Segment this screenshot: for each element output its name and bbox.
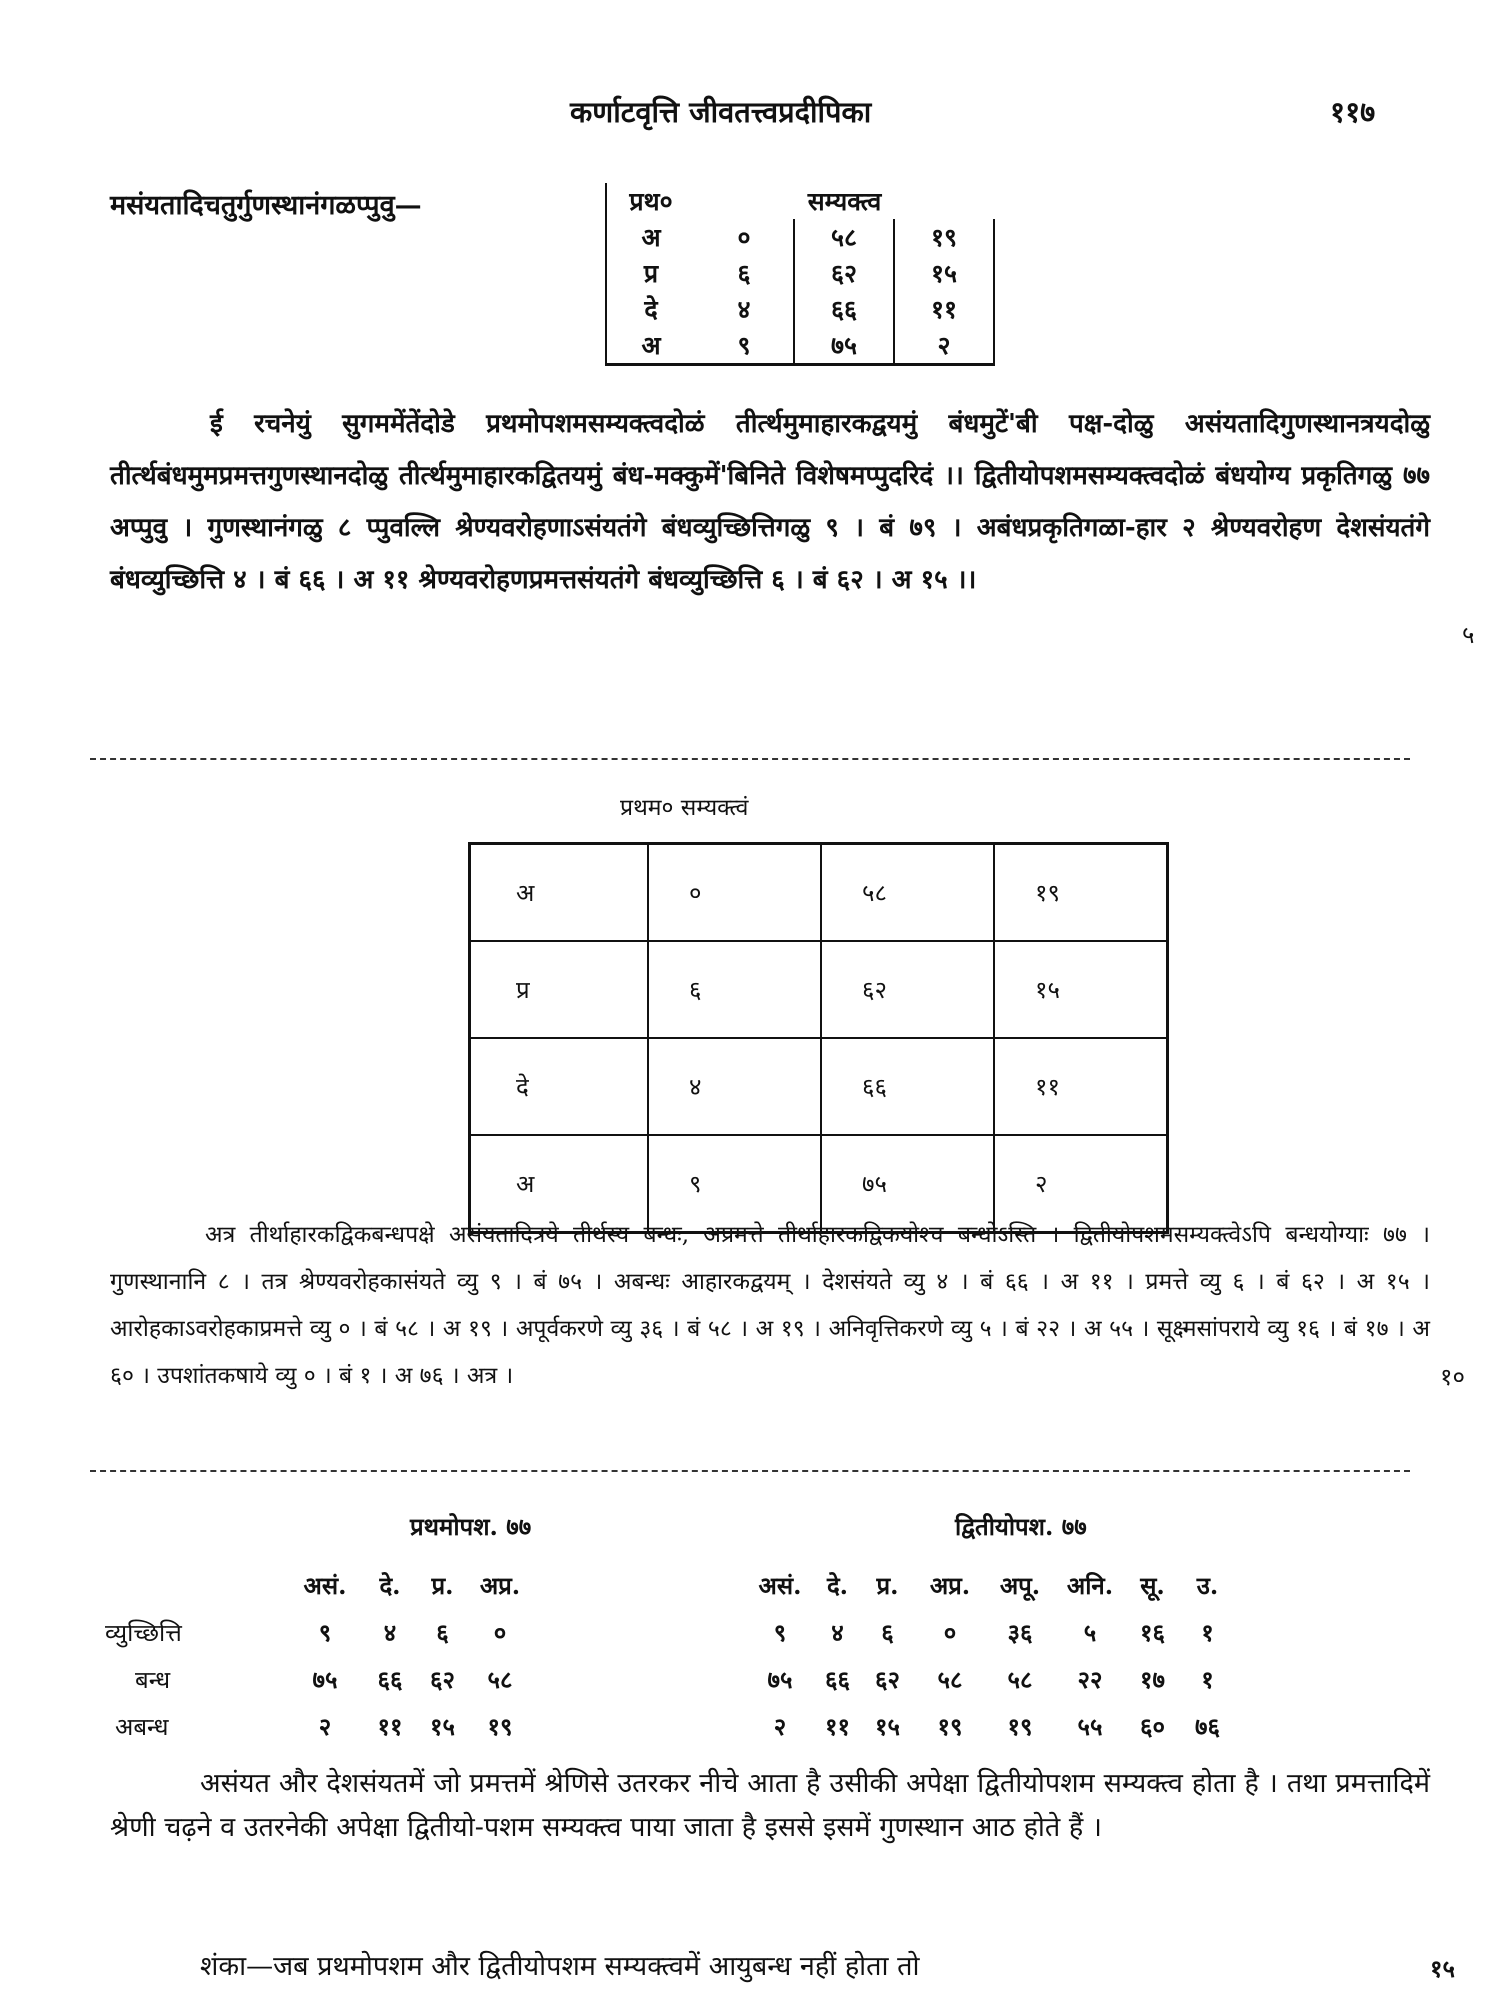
column-header: प्र. <box>431 1571 454 1600</box>
prathamopasham-table <box>105 1562 530 1750</box>
table-cell: ५५ <box>1077 1712 1103 1741</box>
column-header: अप्र. <box>929 1571 971 1600</box>
sanskrit-commentary: अत्र तीर्थाहारकद्विकबन्धपक्षे असंयतादित्रये तीर्थस्य बन्धः, अप्रमत्ते तीर्थाहारकद्विकयोश्च बन्धोऽस्ति । द्वितीयोपशमसम्यक्त्वेऽपि बन्धयोग्याः ७७ । गुणस्थानानि ८ । तत्र श्रेण्यवरोहकासंयते व्यु ९ । बं ७५ । अबन्धः आहारकद्वयम् । देशसंयते व्यु ४ । बं ६६ । अ ११ । प्रमत्ते व्यु ६ । बं ६२ । अ १५ । आरोहकाऽवरोहकाप्रमत्ते व्यु ० । बं ५८ । अ १९ । अपूर्वकरणे व्यु ३६ । बं ५८ । अ १९ । अनिवृत्तिकरणे व्यु ५ । बं २२ । अ ५५ । सूक्ष्मसांपराये व्यु १६ । बं १७ । अ ६० । उपशांतकषाये व्यु ० । बं १ । अ ७६ । अत्र । <box>110 1222 1430 1389</box>
column-header: सू. <box>1140 1571 1165 1600</box>
table-cell: १९ <box>994 844 1168 942</box>
row-label: अबन्ध <box>115 1713 169 1741</box>
table-cell: अ <box>606 219 695 255</box>
table-cell: ९ <box>318 1618 332 1647</box>
table-cell: २ <box>894 327 994 365</box>
table-row <box>470 844 1168 942</box>
table-cell: ० <box>943 1618 957 1647</box>
table-row <box>745 1609 1235 1656</box>
table-cell: ७५ <box>767 1665 793 1694</box>
margin-line-number: ५ <box>1462 621 1475 649</box>
table-cell: १५ <box>994 941 1168 1038</box>
table-row <box>105 1656 530 1703</box>
page-header <box>0 92 1500 132</box>
table-cell: ६६ <box>377 1665 403 1694</box>
table-row <box>470 941 1168 1038</box>
table-cell: १९ <box>894 219 994 255</box>
table-cell: ४ <box>831 1618 844 1647</box>
table-cell: ९ <box>695 327 794 365</box>
column-header: उ. <box>1196 1571 1219 1600</box>
table-cell: ११ <box>825 1712 850 1741</box>
section-divider <box>90 1470 1410 1472</box>
table-cell: ६६ <box>821 1038 994 1135</box>
small-table <box>605 183 995 366</box>
hindi-question: शंका—जब प्रथमोपशम और द्वितीयोपशम सम्यक्त्वमें आयुबन्ध नहीं होता तो <box>200 1951 920 1982</box>
table-cell: ६२ <box>875 1665 900 1694</box>
table-cell: २२ <box>1077 1665 1103 1694</box>
table-caption: प्रथम० सम्यक्त्वं <box>620 795 749 821</box>
table-cell: दे <box>470 1038 649 1135</box>
table-cell: ५ <box>1083 1618 1097 1647</box>
column-header: अप्र. <box>479 1571 521 1600</box>
column-header: असं. <box>303 1571 347 1600</box>
table-cell: अ <box>470 1135 649 1233</box>
table-cell: ६ <box>737 259 751 288</box>
table-cell: १५ <box>430 1712 455 1741</box>
table-cell: दे <box>606 291 695 327</box>
table-cell: १ <box>1201 1618 1214 1647</box>
table-cell: ६२ <box>430 1665 455 1694</box>
section-divider <box>90 758 1410 760</box>
table-row <box>606 291 994 327</box>
table-cell: १९ <box>487 1712 513 1741</box>
table-row <box>606 255 994 291</box>
small-table-header: प्रथ० <box>606 183 695 219</box>
table-cell: अ <box>606 327 695 365</box>
row-label: बन्ध <box>135 1666 171 1694</box>
table-cell: २ <box>773 1712 787 1741</box>
table-row <box>745 1656 1235 1703</box>
table-cell: ४ <box>383 1618 397 1647</box>
table-cell: ६६ <box>825 1665 850 1694</box>
prathamopasham-title: प्रथमोपश. ७७ <box>410 1512 532 1541</box>
table-cell: ७५ <box>312 1665 338 1694</box>
table-cell: ५८ <box>1007 1665 1033 1694</box>
table-row <box>606 327 994 365</box>
table-cell: ११ <box>994 1038 1168 1135</box>
table-cell: ११ <box>377 1712 403 1741</box>
page-number: ११७ <box>1330 95 1376 129</box>
table-cell: ६ <box>436 1618 449 1647</box>
table-row <box>105 1609 530 1656</box>
table-cell: ५८ <box>487 1665 513 1694</box>
table-cell: ११ <box>894 291 994 327</box>
row-label: व्युच्छित्ति <box>105 1619 182 1647</box>
table-cell: ५८ <box>794 219 894 255</box>
table-cell: ६० <box>1140 1712 1165 1741</box>
table-cell: प्र <box>470 941 649 1038</box>
table-cell: ५८ <box>821 844 994 942</box>
column-header: दे. <box>826 1571 849 1600</box>
table-cell: ७५ <box>821 1135 994 1233</box>
table-row <box>745 1562 1235 1609</box>
table-cell: ६२ <box>821 941 994 1038</box>
column-header: दे. <box>379 1571 401 1600</box>
table-cell: ४ <box>648 1038 821 1135</box>
intro-text: मसंयतादिचतुर्गुणस्थानंगळप्पुवु— <box>110 190 422 221</box>
table-cell: १६ <box>1140 1618 1165 1647</box>
table-cell: प्र <box>606 255 695 291</box>
margin-line-number: १० <box>1440 1363 1465 1391</box>
table-cell: ७५ <box>794 327 894 365</box>
table-cell: ३६ <box>1007 1618 1033 1647</box>
table-cell: ७६ <box>1195 1712 1220 1741</box>
table-cell: १ <box>1201 1665 1214 1694</box>
table-row <box>470 1038 1168 1135</box>
hindi-commentary: असंयत और देशसंयतमें जो प्रमत्तमें श्रेणिसे उतरकर नीचे आता है उसीकी अपेक्षा द्वितीयोपशम सम्यक्त्व होता है । तथा प्रमत्तादिमें श्रेणी चढ़ने व उतरनेकी अपेक्षा द्वितीयो-पशम सम्यक्त्व पाया जाता है इससे इसमें गुणस्थान आठ होते हैं । <box>110 1768 1430 1843</box>
margin-line-number: १५ <box>1430 1954 1455 1983</box>
column-header: अपू. <box>999 1571 1041 1600</box>
table-cell: ४ <box>737 295 751 324</box>
table-cell: १५ <box>875 1712 900 1741</box>
table-cell: १५ <box>894 255 994 291</box>
column-header: अनि. <box>1066 1571 1114 1600</box>
table-row <box>105 1562 530 1609</box>
small-table-header: सम्यक्त्व <box>807 187 882 216</box>
table-row <box>105 1703 530 1750</box>
table-cell: २ <box>994 1135 1168 1233</box>
table-cell: ९ <box>773 1618 787 1647</box>
table-cell: ० <box>493 1618 507 1647</box>
running-title: कर्णाटवृत्ति जीवतत्त्वप्रदीपिका <box>570 95 872 129</box>
table-cell: ६२ <box>794 255 894 291</box>
prathama-samyaktva-table <box>468 842 1169 1234</box>
table-cell: अ <box>470 844 649 942</box>
kannada-commentary: ई रचनेयुं सुगममेंतेंदोडे प्रथमोपशमसम्यक्त्वदोळं तीर्त्थमुमाहारकद्वयमुं बंधमुटें'बी पक्ष-दोळु असंयतादिगुणस्थानत्रयदोळु तीर्त्थबंधमुमप्रमत्तगुणस्थानदोळु तीर्त्थमुमाहारकद्वितयमुं बंध-मक्कुमें'बिनिते विशेषमप्पुदरिदं ।। द्वितीयोपशमसम्यक्त्वदोळं बंधयोग्य प्रकृतिगळु ७७ अप्पुवु । गुणस्थानंगळु ८ प्पुवल्लि श्रेण्यवरोहणाऽसंयतंगे बंधव्युच्छित्तिगळु ९ । बं ७९ । अबंधप्रकृतिगळा-हार २ श्रेण्यवरोहण देशसंयतंगे बंधव्युच्छित्ति ४ । बं ६६ । अ ११ श्रेण्यवरोहणप्रमत्तसंयतंगे बंधव्युच्छित्ति ६ । बं ६२ । अ १५ ।। <box>110 409 1430 595</box>
table-cell: ९ <box>648 1135 821 1233</box>
table-cell: २ <box>318 1712 332 1741</box>
table-cell: ५८ <box>937 1665 963 1694</box>
table-cell: ६६ <box>794 291 894 327</box>
table-cell: ० <box>737 223 751 252</box>
table-cell: ० <box>648 844 821 942</box>
table-cell: १९ <box>1007 1712 1033 1741</box>
dvitiyopasham-table <box>745 1562 1235 1750</box>
table-row <box>606 219 994 255</box>
table-cell: ६ <box>648 941 821 1038</box>
column-header: असं. <box>758 1571 802 1600</box>
table-cell: १७ <box>1140 1665 1165 1694</box>
dvitiyopasham-title: द्वितीयोपश. ७७ <box>955 1512 1087 1541</box>
column-header: प्र. <box>876 1571 899 1600</box>
table-row <box>745 1703 1235 1750</box>
table-cell: ६ <box>881 1618 894 1647</box>
table-cell: १९ <box>937 1712 963 1741</box>
